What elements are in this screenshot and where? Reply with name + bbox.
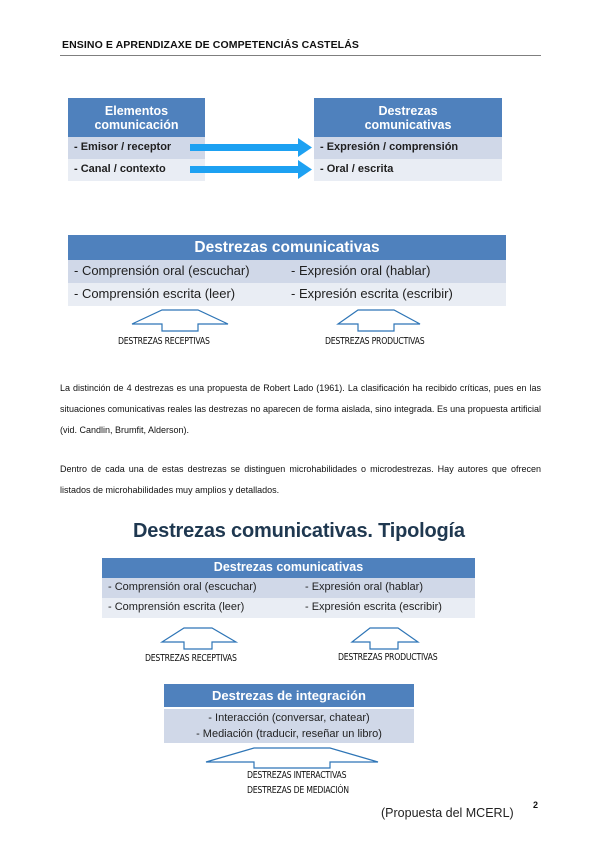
- caption-productivas-2: DESTREZAS PRODUCTIVAS: [338, 652, 438, 663]
- elementos-header-line1: Elementos: [104, 103, 169, 118]
- integracion-item-2: - Mediación (traducir, reseñar un libro): [196, 728, 382, 740]
- caption-productivas: DESTREZAS PRODUCTIVAS: [325, 336, 425, 347]
- tipologia-title: Destrezas comunicativas. Tipología: [133, 520, 465, 542]
- page-number: 2: [533, 800, 539, 810]
- table-cell: - Expresión oral (hablar): [301, 578, 475, 598]
- table-cell: - Expresión oral (hablar): [287, 260, 506, 283]
- table-cell: - Expresión escrita (escribir): [301, 598, 475, 618]
- arrow-up-icon: [352, 628, 418, 649]
- page-header-title: ENSINO E APRENDIZAXE DE COMPETENCIÁS CASTELÁS: [62, 39, 359, 51]
- destrezas-table-title: Destrezas comunicativas: [68, 235, 506, 260]
- table-cell: - Expresión escrita (escribir): [287, 283, 506, 306]
- paragraph-lado: La distinción de 4 destrezas es una propuesta de Robert Lado (1961). La clasificación ha recibido críticas, pues en las situaciones comunicativas reales las destrezas no aparecen de forma aislada, sino integrada. Es una propuesta artificial (vid. Candlin, Brumfit, Alderson).: [60, 383, 541, 435]
- destrezas-item-1: - Expresión / comprensión: [314, 137, 502, 159]
- caption-mediacion: DESTREZAS DE MEDIACIÓN: [247, 785, 349, 796]
- destrezas-header-line1: Destrezas: [378, 103, 438, 118]
- caption-receptivas-2: DESTREZAS RECEPTIVAS: [145, 653, 237, 664]
- source-mcerl: (Propuesta del MCERL): [381, 806, 514, 820]
- elementos-item-1: - Emisor / receptor: [68, 137, 205, 159]
- caption-interactivas: DESTREZAS INTERACTIVAS: [247, 770, 347, 781]
- table-cell: - Comprensión escrita (leer): [68, 283, 287, 306]
- destrezas-item-2: - Oral / escrita: [314, 159, 502, 181]
- integracion-item-1: - Interacción (conversar, chatear): [208, 712, 370, 724]
- integracion-title: Destrezas de integración: [164, 684, 414, 707]
- integracion-items: [164, 709, 414, 743]
- paragraph-microhabilidades: Dentro de cada una de estas destrezas se distinguen microhabilidades o microdestrezas. Hay autores que ofrecen listados de microhabilidades muy amplios y detallados.: [60, 464, 541, 495]
- arrow-up-icon: [206, 748, 378, 768]
- tipologia-table-title: Destrezas comunicativas: [102, 558, 475, 578]
- arrow-up-icon: [162, 628, 236, 649]
- elementos-item-2: - Canal / contexto: [68, 159, 205, 181]
- table-cell: - Comprensión oral (escuchar): [68, 260, 287, 283]
- table-cell: - Comprensión oral (escuchar): [102, 578, 301, 598]
- elementos-header-line2: comunicación: [94, 117, 179, 132]
- caption-receptivas: DESTREZAS RECEPTIVAS: [118, 336, 210, 347]
- destrezas-header-line2: comunicativas: [364, 117, 452, 132]
- table-cell: - Comprensión escrita (leer): [102, 598, 301, 618]
